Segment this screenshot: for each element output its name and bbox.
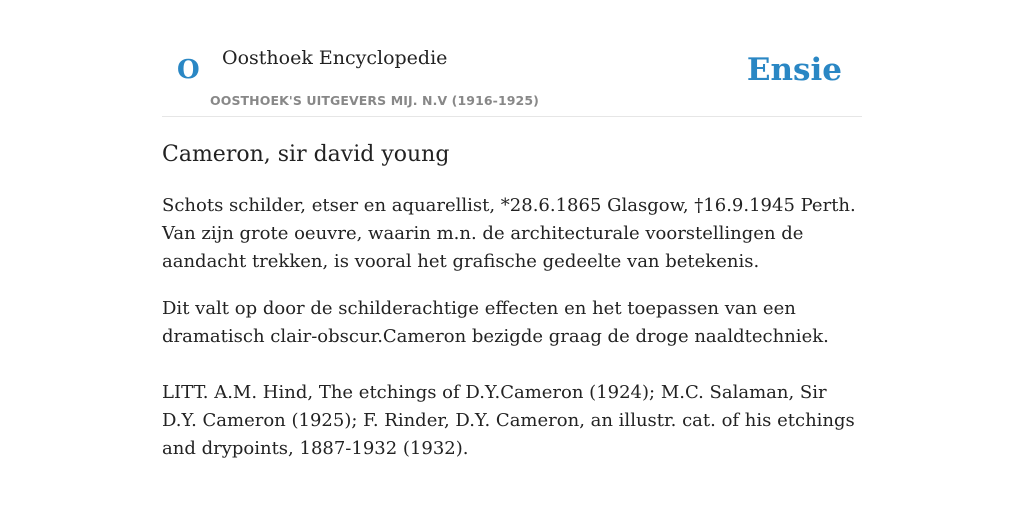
site-title-link[interactable]: Oosthoek Encyclopedie bbox=[222, 47, 448, 69]
literature-references: LITT. A.M. Hind, The etchings of D.Y.Cameron (1924); M.C. Salaman, Sir D.Y. Cameron (1925); F. Rinder, D.Y. Cameron, an illustr. cat. of his etchings and drypoints, 1887-1932 (1932). bbox=[162, 382, 855, 459]
entry-paragraph-1: Schots schilder, etser en aquarellist, *28.6.1865 Glasgow, †16.9.1945 Perth. Van zijn grote oeuvre, waarin m.n. de architecturale voorstellingen de aandacht trekken, is vooral het grafische gedeelte van betekenis. bbox=[162, 195, 856, 272]
entry-paragraph-2: Dit valt op door de schilderachtige effecten en het toepassen van een dramatisch clair-obscur.Cameron bezigde graag de droge naaldtechniek. bbox=[162, 298, 829, 347]
brand-logo-link[interactable]: Ensie bbox=[746, 52, 842, 88]
page bbox=[162, 0, 862, 459]
site-header bbox=[162, 0, 862, 117]
publisher-subtitle: OOSTHOEK'S UITGEVERS MIJ. N.V (1916-1925) bbox=[210, 93, 539, 108]
site-logo[interactable]: O bbox=[177, 55, 200, 85]
entry-title: Cameron, sir david young bbox=[162, 142, 450, 167]
